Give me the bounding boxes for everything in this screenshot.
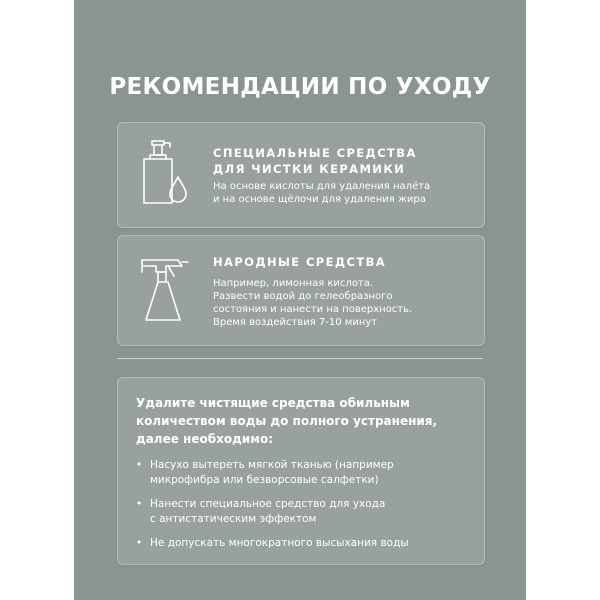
bullet-icon: • bbox=[136, 459, 143, 471]
instructions-list bbox=[136, 458, 466, 560]
card-instructions bbox=[117, 377, 485, 565]
card1-text-line2: и на основе щёлочи для удаления жира bbox=[213, 194, 426, 205]
soap-dispenser-icon bbox=[138, 137, 194, 209]
card1-text-line1: На основе кислоты для удаления налёта bbox=[213, 181, 431, 192]
card2-text-line4: Время воздействия 7-10 минут bbox=[213, 317, 378, 328]
bullet3-line1: Не допускать многократного высыхания воды bbox=[150, 537, 409, 549]
card1-text bbox=[213, 180, 430, 206]
card2-text bbox=[213, 277, 412, 329]
divider bbox=[117, 358, 483, 359]
list-item bbox=[136, 497, 466, 527]
bullet1-line1: Насухо вытереть мягкой тканью (например bbox=[150, 459, 394, 471]
bullet2-line1: Нанести специальное средство для ухода bbox=[150, 498, 386, 510]
list-item bbox=[136, 536, 466, 551]
card2-text-line3: состояния и нанести на поверхность. bbox=[213, 304, 413, 315]
bullet-icon: • bbox=[136, 498, 143, 510]
card2-text-line2: Развести водой до гелеобразного bbox=[213, 291, 393, 302]
card2-heading: НАРОДНЫЕ СРЕДСТВА bbox=[213, 255, 387, 269]
card1-heading-line1: СПЕЦИАЛЬНЫЕ СРЕДСТВА bbox=[213, 146, 417, 160]
card1-heading bbox=[213, 145, 417, 177]
care-panel bbox=[74, 0, 526, 600]
card1-heading-line2: ДЛЯ ЧИСТКИ КЕРАМИКИ bbox=[213, 162, 406, 176]
instructions-intro bbox=[136, 394, 466, 448]
bullet2-line2: с антистатическим эффектом bbox=[150, 513, 317, 525]
card-folk-remedies bbox=[117, 235, 485, 346]
intro-line1: Удалите чистящие средства обильным bbox=[136, 396, 410, 410]
card2-text-line1: Например, лимонная кислота. bbox=[213, 278, 374, 289]
page-title: РЕКОМЕНДАЦИИ ПО УХОДУ bbox=[109, 74, 491, 100]
card-special-products bbox=[117, 122, 485, 228]
list-item bbox=[136, 458, 466, 488]
intro-line2: количеством воды до полного устранения, bbox=[136, 414, 438, 428]
intro-line3: далее необходимо: bbox=[136, 432, 274, 446]
bullet-icon: • bbox=[136, 537, 143, 549]
bullet1-line2: микрофибра или безворсовые салфетки) bbox=[150, 474, 379, 486]
spray-bottle-icon bbox=[138, 254, 198, 328]
